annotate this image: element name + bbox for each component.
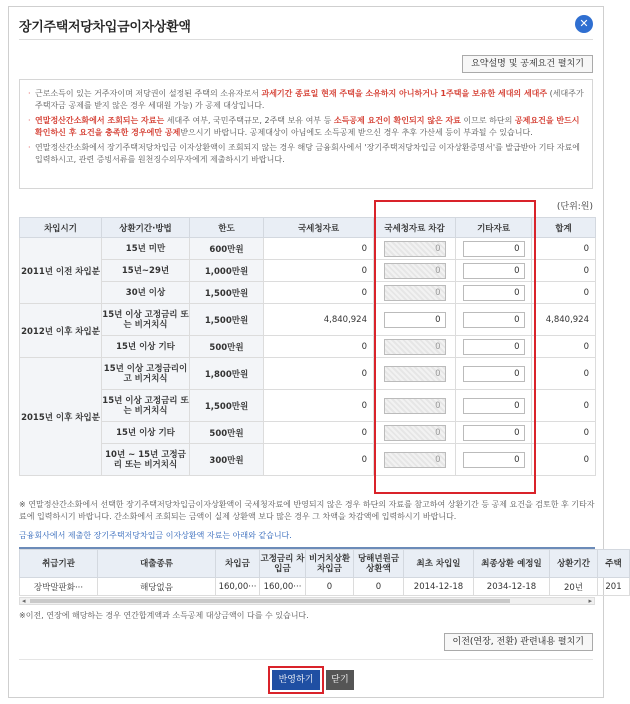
limit-cell: 1,500만원 xyxy=(190,390,264,422)
deduct-cell xyxy=(374,304,456,336)
other-input[interactable]: 0 xyxy=(463,425,525,441)
table-row xyxy=(20,304,596,336)
table-row xyxy=(20,336,596,358)
table-note: ※ 연말정산간소화에서 선택한 장기주택저당차입금이자상환액이 국세청자료에 반영되지 않은 경우 하단의 자료를 참고하여 상환기간 등 공제 요건을 검토한 후 기타자료에 입력하시기 바랍니다. 간소화에서 조회되는 금액이 실제 상환액 보다 많은 경우 그 차액을 차감액에 입력하시기 바랍니다. xyxy=(19,500,595,521)
unit-label: (단위:원) xyxy=(556,202,593,212)
other-cell xyxy=(456,304,532,336)
deduct-cell xyxy=(374,282,456,304)
deduct-cell xyxy=(374,358,456,390)
other-input[interactable]: 0 xyxy=(463,339,525,355)
table-row xyxy=(20,282,596,304)
nts-value-cell: 0 xyxy=(264,358,374,390)
other-cell xyxy=(456,444,532,476)
total-cell: 0 xyxy=(532,422,596,444)
limit-cell: 1,000만원 xyxy=(190,260,264,282)
table-row xyxy=(20,238,596,260)
deduct-input: 0 xyxy=(384,452,446,468)
bank-col-header: 고정금리 차입금 xyxy=(260,550,306,578)
bank-col-header: 최종상환 예정일 xyxy=(474,550,550,578)
bank-cell: 160,00··· xyxy=(260,578,306,596)
limit-cell: 600만원 xyxy=(190,238,264,260)
limit-cell: 500만원 xyxy=(190,422,264,444)
other-cell xyxy=(456,238,532,260)
notice-item-1: · 근로소득이 있는 거주자이며 저당권이 설정된 주택의 소유자로서 과세기간 종료일 현재 주택을 소유하지 아니하거나 1주택을 보유한 세대의 세대주 (세대주가 주택자금 공제를 받지 않은 경우 세대원 가능) 가 공제 대상입니다. xyxy=(28,88,584,112)
other-cell xyxy=(456,336,532,358)
col-period: 차입시기 xyxy=(20,218,102,238)
table-row xyxy=(20,390,596,422)
total-cell: 0 xyxy=(532,282,596,304)
dialog-title: 장기주택저당차입금이자상환액 xyxy=(19,20,191,35)
other-input[interactable]: 0 xyxy=(463,312,525,328)
close-icon[interactable]: ✕ xyxy=(575,15,593,33)
deduct-input: 0 xyxy=(384,425,446,441)
col-deduct: 국세청자료 차감 xyxy=(374,218,456,238)
deduction-table xyxy=(19,217,596,476)
bank-cell: 2034-12-18 xyxy=(474,578,550,596)
other-input[interactable]: 0 xyxy=(463,366,525,382)
method-cell: 15년 이상 기타 xyxy=(102,422,190,444)
scroll-left-icon[interactable]: ◂ xyxy=(22,597,26,605)
prev-loan-expand-button[interactable]: 이전(연장, 전환) 관련내용 펼치기 xyxy=(444,633,594,651)
bank-cell: 해당없음 xyxy=(98,578,216,596)
col-total: 합계 xyxy=(532,218,596,238)
table-row xyxy=(20,444,596,476)
bank-cell: 0 xyxy=(354,578,404,596)
bank-cell: 201 xyxy=(598,578,630,596)
deduct-cell xyxy=(374,422,456,444)
method-cell: 15년~29년 xyxy=(102,260,190,282)
nts-value-cell: 4,840,924 xyxy=(264,304,374,336)
nts-value-cell: 0 xyxy=(264,422,374,444)
divider xyxy=(19,39,593,40)
notice-item-3: · 연말정산간소화에서 장기주택저당차입금 이자상환액이 조회되지 않는 경우 해당 금융회사에서 '장기주택저당차입금 이자상환증명서'를 발급받아 기타 자료에 입력하시고, 관련 증빙서류를 원천징수의무자에게 제출하시기 바랍니다. xyxy=(28,142,584,166)
method-cell: 15년 이상 고정금리이고 비거치식 xyxy=(102,358,190,390)
other-input[interactable]: 0 xyxy=(463,241,525,257)
bank-col-header: 당해년원금 상환액 xyxy=(354,550,404,578)
other-input[interactable]: 0 xyxy=(463,263,525,279)
col-other: 기타자료 xyxy=(456,218,532,238)
col-method: 상환기간·방법 xyxy=(102,218,190,238)
divider xyxy=(19,659,593,660)
limit-cell: 300만원 xyxy=(190,444,264,476)
period-cell: 2015년 이후 차입분 xyxy=(20,358,102,476)
other-cell xyxy=(456,282,532,304)
total-cell: 0 xyxy=(532,336,596,358)
deduct-cell xyxy=(374,336,456,358)
other-input[interactable]: 0 xyxy=(463,452,525,468)
other-cell xyxy=(456,358,532,390)
other-cell xyxy=(456,422,532,444)
col-limit: 한도 xyxy=(190,218,264,238)
total-cell: 0 xyxy=(532,444,596,476)
other-cell xyxy=(456,260,532,282)
deduct-input: 0 xyxy=(384,241,446,257)
total-cell: 0 xyxy=(532,358,596,390)
nts-value-cell: 0 xyxy=(264,390,374,422)
deduct-input: 0 xyxy=(384,398,446,414)
deduct-input: 0 xyxy=(384,366,446,382)
bank-cell: 0 xyxy=(306,578,354,596)
table-header-row xyxy=(20,218,596,238)
scroll-right-icon[interactable]: ▸ xyxy=(588,597,592,605)
apply-button[interactable]: 반영하기 xyxy=(272,670,320,690)
other-cell xyxy=(456,390,532,422)
transfer-note: ※이전, 연장에 해당하는 경우 연간합계액과 소득공제 대상금액이 다를 수 있습니다. xyxy=(19,611,309,620)
bank-table xyxy=(19,549,630,596)
table-row xyxy=(20,358,596,390)
bank-cell: 160,00··· xyxy=(216,578,260,596)
bank-col-header: 비거치상환 차입금 xyxy=(306,550,354,578)
bank-data-label: 금융회사에서 제출한 장기주택저당차입금 이자상환액 자료는 아래와 같습니다. xyxy=(19,531,292,540)
bank-col-header: 상환기간 xyxy=(550,550,598,578)
limit-cell: 1,500만원 xyxy=(190,282,264,304)
dialog xyxy=(8,6,622,698)
nts-value-cell: 0 xyxy=(264,282,374,304)
deduct-cell xyxy=(374,390,456,422)
method-cell: 15년 이상 고정금리 또는 비거치식 xyxy=(102,304,190,336)
scroll-thumb[interactable] xyxy=(30,599,510,603)
bank-col-header: 차입금 xyxy=(216,550,260,578)
bank-cell: 2014-12-18 xyxy=(404,578,474,596)
table-row xyxy=(20,422,596,444)
total-cell: 0 xyxy=(532,390,596,422)
deduct-cell xyxy=(374,260,456,282)
deduct-cell xyxy=(374,444,456,476)
bank-col-header: 최초 차입일 xyxy=(404,550,474,578)
col-nts: 국세청자료 xyxy=(264,218,374,238)
nts-value-cell: 0 xyxy=(264,238,374,260)
total-cell: 0 xyxy=(532,260,596,282)
total-cell: 0 xyxy=(532,238,596,260)
deduct-input: 0 xyxy=(384,339,446,355)
method-cell: 30년 이상 xyxy=(102,282,190,304)
nts-value-cell: 0 xyxy=(264,336,374,358)
deduct-input: 0 xyxy=(384,285,446,301)
bank-cell: 장박말판화··· xyxy=(20,578,98,596)
bank-col-header: 주택 xyxy=(598,550,630,578)
method-cell: 10년 ~ 15년 고정금리 또는 비거치식 xyxy=(102,444,190,476)
other-input[interactable]: 0 xyxy=(463,398,525,414)
method-cell: 15년 미만 xyxy=(102,238,190,260)
close-button[interactable]: 닫기 xyxy=(326,670,354,690)
limit-cell: 1,800만원 xyxy=(190,358,264,390)
notice-item-2: · 연말정산간소화에서 조회되는 자료는 세대주 여부, 국민주택규모, 2주택 보유 여부 등 소득공제 요건이 확인되지 않은 자료 이므로 하단의 공제요건을 반드시 확인하신 후 요건을 충족한 경우에만 공제받으시기 바랍니다. 공제대상이 아님에도 소득공제 받으신 경우 추후 가산세 등이 부과될 수 있습니다. xyxy=(28,115,584,139)
method-cell: 15년 이상 기타 xyxy=(102,336,190,358)
nts-value-cell: 0 xyxy=(264,260,374,282)
period-cell: 2012년 이후 차입분 xyxy=(20,304,102,358)
nts-value-cell: 0 xyxy=(264,444,374,476)
period-cell: 2011년 이전 차입분 xyxy=(20,238,102,304)
other-input[interactable]: 0 xyxy=(463,285,525,301)
deduct-cell xyxy=(374,238,456,260)
bank-cell: 20년 xyxy=(550,578,598,596)
deduct-input: 0 xyxy=(384,263,446,279)
limit-cell: 500만원 xyxy=(190,336,264,358)
bank-col-header: 취급기관 xyxy=(20,550,98,578)
horizontal-scrollbar[interactable] xyxy=(19,597,595,605)
bank-header-row xyxy=(20,550,630,578)
table-row xyxy=(20,578,630,596)
summary-expand-button[interactable]: 요약설명 및 공제요건 펼치기 xyxy=(462,55,593,73)
deduct-input[interactable]: 0 xyxy=(384,312,446,328)
method-cell: 15년 이상 고정금리 또는 비거치식 xyxy=(102,390,190,422)
total-cell: 4,840,924 xyxy=(532,304,596,336)
table-row xyxy=(20,260,596,282)
bank-col-header: 대출종류 xyxy=(98,550,216,578)
limit-cell: 1,500만원 xyxy=(190,304,264,336)
notice-box xyxy=(19,79,593,189)
